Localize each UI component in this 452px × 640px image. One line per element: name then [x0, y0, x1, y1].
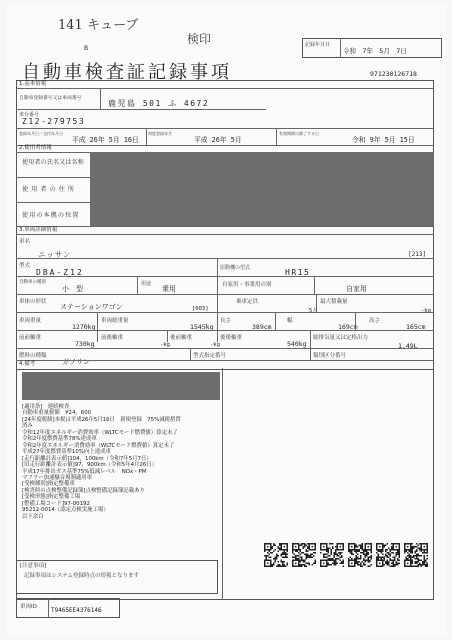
gross-weight-value: 1545kg: [190, 323, 214, 331]
qr-code-strip: [264, 542, 432, 568]
displacement-label: 総排気量又は定格出力: [313, 335, 369, 341]
make-value: ニッサン: [38, 250, 72, 259]
inspection-date-value: 平成 26年 5月: [194, 136, 242, 144]
vehicle-id-value: T9465EE4376146: [51, 607, 102, 614]
capacity-value: 5人: [309, 308, 318, 314]
remark-line: 令和12年度エネルギー消費効率（WLTCモード燃費値）算定未了: [22, 429, 178, 436]
max-load-value: -kg: [421, 308, 431, 314]
private-business-label: 自家用・事業用の別: [222, 282, 272, 288]
height-label: 高さ: [369, 318, 381, 324]
rear-front-axle-value: -kg: [210, 342, 220, 348]
model-value: DBA-Z12: [36, 268, 84, 277]
model-label: 型式: [19, 263, 31, 269]
category-number-label: 類別区分番号: [313, 353, 347, 359]
chassis-number-label: 車台番号: [19, 112, 40, 118]
height-value: 165cm: [406, 323, 426, 331]
remark-line: 平成27年度燃費基準10%向上達成車: [22, 449, 111, 456]
remark-line: 95212-0014（認定点検実施工場）: [22, 507, 109, 514]
form-letter: B: [84, 45, 89, 52]
remark-line: 済み: [22, 423, 33, 430]
remark-line: [適用条] 連続検査: [22, 404, 70, 410]
handwritten-note-left: 141 キューブ: [58, 18, 139, 33]
remark-line: マフラー加速騒音規制適用車: [22, 474, 93, 481]
front-axle-label: 前前軸重: [19, 335, 42, 341]
remark-line: [受検形態]指定整備工場: [22, 494, 81, 501]
model-designation-label: 型式指定番号: [193, 353, 227, 359]
vehicle-weight-label: 車両重量: [19, 318, 42, 324]
width-value: 169cm: [338, 323, 358, 331]
qr-code: [292, 543, 316, 567]
qr-code: [320, 543, 344, 567]
rear-axle-label: 後後軸重: [220, 335, 243, 341]
engine-model-value: HR15: [285, 268, 311, 277]
chassis-number-value: Z12-279753: [22, 117, 86, 126]
max-load-label: 最大積載量: [320, 299, 348, 305]
expiry-date-label: 有効期間の満了する日: [279, 131, 319, 136]
fuel-type-label: 燃料の種類: [19, 353, 47, 359]
engine-model-label: 原動機の型式: [220, 265, 251, 271]
qr-code: [376, 543, 400, 567]
make-label: 車名: [19, 239, 31, 245]
remark-line: [検査時の点検整備記録簿]点検整備記録簿記載あり: [22, 487, 145, 494]
vehicle-weight-value: 1270kg: [72, 323, 96, 331]
remark-line: 自動車重量税額 ¥24，600: [22, 410, 92, 417]
redacted-notes-top: [22, 372, 220, 400]
remark-line: [整備工場コード]97-00192: [22, 500, 90, 507]
base-location-label: 使用の本拠の位置: [22, 212, 80, 219]
section-2-heading: 2.使用者情報: [19, 145, 52, 151]
remark-line: [旧走行距離計表示値]97，900km（令和5年4月26日）: [22, 462, 158, 469]
section-4-heading: 4.備考: [19, 361, 36, 367]
inspection-date-label: 初度登録年月: [148, 131, 172, 136]
vehicle-type-value: 小 型: [62, 285, 83, 293]
remark-line: [走行距離計表示値]104，100km（令和7年5月7日）: [22, 455, 152, 462]
record-date-label: 記録年月日: [305, 42, 331, 48]
vehicle-id-label: 車両ID: [20, 604, 37, 610]
remark-line: 令和2年度エネルギー消費効率（WLTCモード燃費値）算定未了: [22, 442, 175, 449]
front-rear-axle-label: 前後軸重: [101, 335, 124, 341]
notice-title: [注意事項]: [20, 563, 47, 569]
private-business-value: 自家用: [346, 285, 367, 293]
body-shape-label: 車体の形状: [19, 299, 47, 305]
remark-line: 平成17年排出ガス基準75%低減レベル NOx・PM: [22, 468, 147, 475]
initial-registration-value: 平成 26年 5月 16日: [72, 136, 139, 144]
width-label: 幅: [287, 318, 293, 324]
fuel-type-value: ガソリン: [62, 358, 90, 366]
user-address-label: 使用者の住所: [22, 186, 78, 193]
record-date-value: 令和 7年 5月 7日: [343, 47, 407, 55]
section-1-heading: 1.基本情報: [19, 81, 47, 87]
length-label: 長さ: [220, 318, 232, 324]
user-name-label: 使用者の氏名又は名称: [22, 159, 84, 166]
rear-axle-value: 540kg: [287, 340, 307, 348]
qr-code: [348, 543, 372, 567]
qr-code: [264, 543, 288, 567]
handwritten-note-center: 検印: [187, 32, 212, 46]
expiry-date-value: 令和 9年 5月 15日: [352, 136, 415, 144]
redacted-user-info: [90, 152, 434, 226]
section-3-heading: 3.車両詳細情報: [19, 227, 58, 233]
front-rear-axle-value: -kg: [160, 342, 170, 348]
initial-registration-label: 登録年月日／交付年月日: [19, 131, 63, 136]
document-number: 971230126718: [370, 70, 417, 78]
qr-code: [404, 543, 428, 567]
front-axle-value: 730kg: [75, 340, 95, 348]
gross-weight-label: 車両総重量: [101, 318, 129, 324]
reg-number-label: 自動車登録番号又は車両番号: [19, 96, 82, 101]
page-title: 自動車検査証記録事項: [22, 62, 232, 83]
remark-line: 令和2年度燃費基準78%達成車: [22, 436, 97, 443]
remark-line: [24年度税制]本税は平成26年5月16日 新規登録 75%減税措置: [22, 416, 181, 423]
body-shape-code: [003]: [192, 306, 209, 312]
remark-line: [受検種別]指定整備車: [22, 481, 75, 488]
reg-number-value: 鹿児島 501 ふ 4672: [108, 99, 210, 108]
length-value: 389cm: [252, 323, 272, 331]
capacity-label: 乗車定員: [236, 299, 259, 305]
displacement-value: 1.49L: [398, 342, 418, 350]
make-code: [213]: [408, 251, 427, 258]
usage-value: 乗用: [162, 285, 176, 293]
usage-label: 用途: [141, 281, 152, 287]
notice-text: 記録事項はシステム登録時点の情報となります: [24, 573, 139, 579]
remark-line: 以下余白: [22, 513, 44, 520]
rear-front-axle-label: 後前軸重: [170, 335, 193, 341]
body-shape-value: ステーションワゴン: [60, 303, 123, 311]
vehicle-type-label: 自動車の種別: [19, 280, 46, 285]
